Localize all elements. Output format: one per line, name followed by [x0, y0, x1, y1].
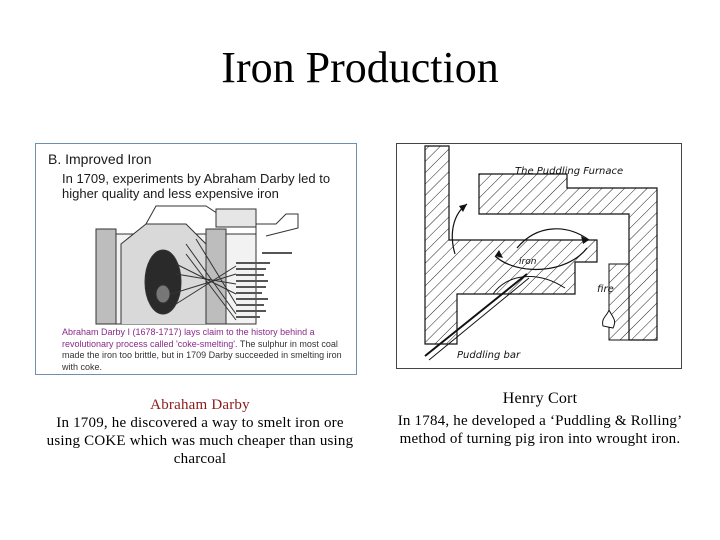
caption-highlight: Abraham Darby I (1678-1717) lays claim to the history behind a revolutionary process called 'coke-smelting'.	[62, 327, 315, 349]
slide-title: Iron Production	[221, 43, 499, 92]
cort-description: In 1784, he developed a ‘Puddling & Rolling’ method of turning pig iron into wrought iron.	[397, 413, 683, 447]
cort-caption	[395, 390, 685, 448]
puddling-furnace-diagram	[397, 144, 681, 368]
puddling-furnace-figure	[396, 143, 682, 369]
improved-iron-figure	[35, 143, 357, 375]
puddling-bar-label: Puddling bar	[457, 350, 521, 361]
furnace-title-label: The Puddling Furnace	[515, 166, 624, 177]
cort-name: Henry Cort	[502, 390, 578, 407]
section-heading: B. Improved Iron	[48, 151, 152, 167]
figure-caption	[62, 327, 352, 373]
fire-label: fire	[597, 284, 614, 295]
darby-description: In 1709, he discovered a way to smelt iron ore using COKE which was much cheaper than using charcoal	[46, 415, 354, 467]
darby-name: Abraham Darby	[150, 397, 250, 413]
caption-rest: The sulphur in most coal made the iron too brittle, but in 1709 Darby succeeded in smelting iron with coke.	[62, 338, 342, 372]
darby-caption	[45, 396, 355, 468]
iron-label: iron	[519, 257, 537, 267]
figure-lead-text: In 1709, experiments by Abraham Darby led to higher quality and less expensive iron	[62, 171, 331, 201]
